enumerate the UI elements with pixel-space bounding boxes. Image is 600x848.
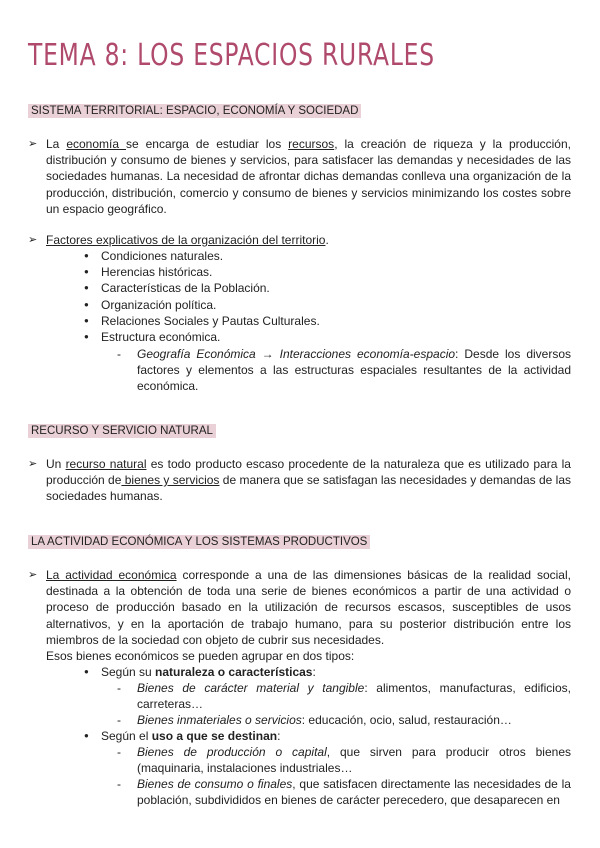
arrow-bullet-icon: ➢ <box>28 569 38 581</box>
section-heading-actividad: LA ACTIVIDAD ECONÓMICA Y LOS SISTEMAS PRODUCTIVOS <box>28 535 370 549</box>
sub-item-material: - Bienes de carácter material y tangible: alimentos, manufacturas, edificios, carreteras… <box>117 681 571 712</box>
arrow-bullet-icon: ➢ <box>28 138 38 150</box>
arrow-bullet-icon: ➢ <box>28 458 38 470</box>
list-item: ● Características de la Población. <box>84 280 320 296</box>
bullet-naturaleza: ● Según su naturaleza o características: <box>84 665 316 679</box>
bullet-uso: ● Según el uso a que se destinan: <box>84 729 281 743</box>
list-item: ● Herencias históricas. <box>84 264 320 280</box>
paragraph-actividad-economica: ➢ La actividad económica corresponde a una de las dimensiones básicas de la realidad social, destinada a la obtención de toda una serie de bienes económicos a partir de una actividad o proceso de producción basado en la utilización de recursos escasos, susceptibles de usos alternativos, y en la aportación de trabajo humano, para su posterior distribución entre los miembros de la sociedad con objeto de cubrir sus necesidades. Esos bienes económicos se pueden agrupar en dos tipos: <box>28 568 571 664</box>
page-title: TEMA 8: LOS ESPACIOS RURALES <box>28 38 435 73</box>
sub-item-consumo: - Bienes de consumo o finales, que satisfacen directamente las necesidades de la población, subdivididos en bienes de carácter perecedero, que desaparecen en <box>117 777 571 808</box>
paragraph-factores: ➢ Factores explicativos de la organización del territorio. <box>28 233 329 247</box>
sub-item-geografia: - Geografía Económica → Interacciones economía-espacio: Desde los diversos factores y elementos a las estructuras espaciales resultantes de la actividad económica. <box>117 347 572 394</box>
factors-list <box>84 248 320 345</box>
list-item: ● Organización política. <box>84 297 320 313</box>
paragraph-economia: ➢ La economía se encarga de estudiar los recursos, la creación de riqueza y la producción, distribución y consumo de bienes y servicios, para satisfacer las demandas y necesidades de las sociedades humanas. La necesidad de afrontar dichas demandas conlleva una organización de la producción, distribución, comercio y consumo de bienes y servicios minimizando los costes sobre un espacio geográfico. <box>28 137 571 216</box>
list-item: ● Estructura económica. <box>84 329 320 345</box>
arrow-bullet-icon: ➢ <box>28 234 38 246</box>
sub-item-produccion: - Bienes de producción o capital, que sirven para producir otros bienes (maquinaria, instalaciones industriales… <box>117 745 571 776</box>
section-heading-recurso: RECURSO Y SERVICIO NATURAL <box>28 424 216 438</box>
list-item: ● Relaciones Sociales y Pautas Culturales. <box>84 313 320 329</box>
sub-item-inmateriales: - Bienes inmateriales o servicios: educación, ocio, salud, restauración… <box>117 713 512 727</box>
list-item: ● Condiciones naturales. <box>84 248 320 264</box>
paragraph-recurso-natural: ➢ Un recurso natural es todo producto escaso procedente de la naturaleza que es utilizado para la producción de bienes y servicios de manera que se satisfagan las necesidades y demandas de las sociedades humanas. <box>28 457 571 504</box>
section-heading-territorial: SISTEMA TERRITORIAL: ESPACIO, ECONOMÍA Y SOCIEDAD <box>28 104 361 118</box>
